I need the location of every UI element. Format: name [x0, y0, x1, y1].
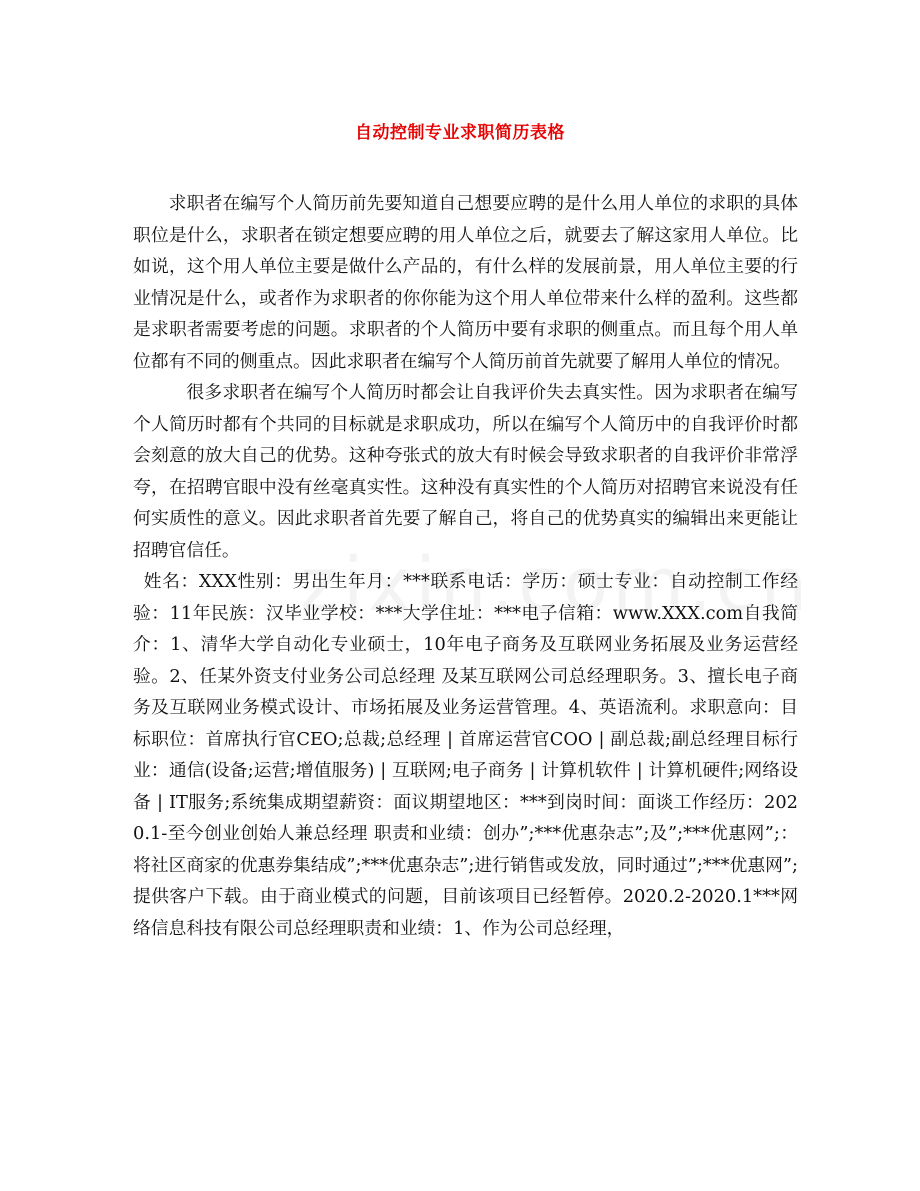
- document-title: 自动控制专业求职简历表格: [355, 123, 565, 143]
- paragraph-resume-details: 姓名：XXX性别：男出生年月：***联系电话：学历：硕士专业：自动控制工作经验：11年民族：汉毕业学校：***大学住址：***电子信箱：www.XXX.com自我简介：1、清华大学自动化专业硕士，10年电子商务及互联网业务拓展及业务运营经验。2、任某外资支付业务公司总经理 及某互联网公司总经理职务。3、擅长电子商务及互联网业务模式设计、市场拓展及业务运营管理。4、英语流利。求职意向：目标职位：首席执行官CEO;总裁;总经理 | 首席运营官COO | 副总裁;副总经理目标行业：通信(设备;运营;增值服务) | 互联网;电子商务 | 计算机软件 | 计算机硬件;网络设备 | IT服务;系统集成期望薪资：面议期望地区：***到岗时间：面谈工作经历：2020.1-至今创业创始人兼总经理 职责和业绩：创办”;***优惠杂志”;及”;***优惠网”;：将社区商家的优惠券集结成”;***优惠杂志”;进行销售或发放，同时通过”;***优惠网”;提供客户下载。由于商业模式的问题，目前该项目已经暂停。2020.2-2020.1***网络信息科技有限公司总经理职责和业绩：1、作为公司总经理，: [133, 571, 798, 939]
- document-body: [133, 188, 798, 944]
- paragraph-self-evaluation: 很多求职者在编写个人简历时都会让自我评价失去真实性。因为求职者在编写个人简历时都有个共同的目标就是求职成功，所以在编写个人简历中的自我评价时都会刻意的放大自己的优势。这种夸张式的放大有时候会导致求职者的自我评价非常浮夸，在招聘官眼中没有丝毫真实性。这种没有真实性的个人简历对招聘官来说没有任何实质性的意义。因此求职者首先要了解自己，将自己的优势真实的编辑出来更能让招聘官信任。: [133, 382, 798, 561]
- paragraph-intro: 求职者在编写个人简历前先要知道自己想要应聘的是什么用人单位的求职的具体职位是什么，求职者在锁定想要应聘的用人单位之后，就要去了解这家用人单位。比如说，这个用人单位主要是做什么产品的，有什么样的发展前景，用人单位主要的行业情况是什么，或者作为求职者的你你能为这个用人单位带来什么样的盈利。这些都是求职者需要考虑的问题。求职者的个人简历中要有求职的侧重点。而且每个用人单位都有不同的侧重点。因此求职者在编写个人简历前首先就要了解用人单位的情况。: [133, 193, 798, 372]
